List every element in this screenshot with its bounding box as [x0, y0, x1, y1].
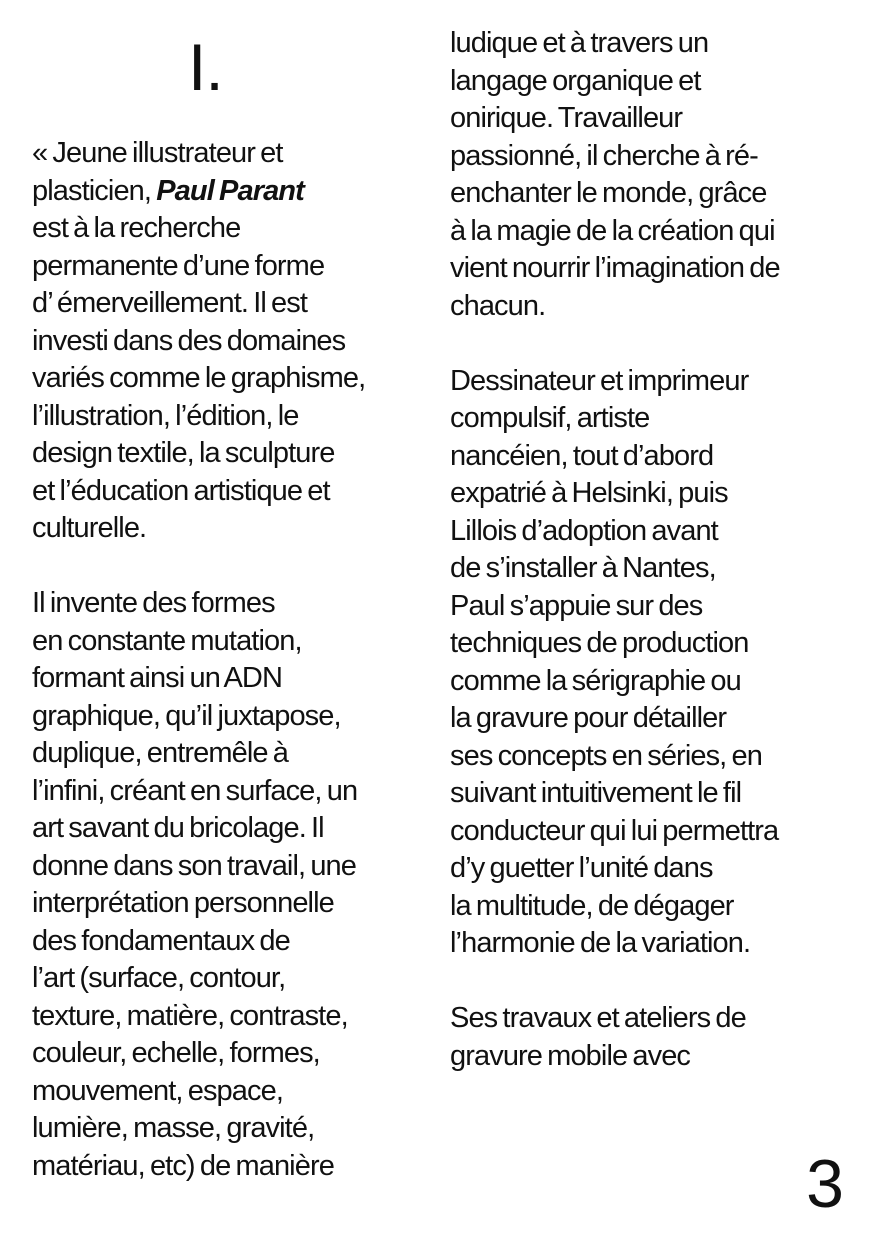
text-line: conducteur qui lui permettra: [450, 814, 779, 847]
text-line: la gravure pour détailler: [450, 702, 727, 734]
text-line: art savant du bricolage. Il: [32, 812, 324, 844]
left-column: [32, 135, 432, 1185]
text-line: langage organique et: [450, 64, 701, 97]
text-line: formant ainsi un ADN: [32, 662, 283, 694]
text-line: d’ émerveillement. Il est: [32, 287, 308, 319]
text-line: gravure mobile avec: [450, 1039, 691, 1072]
text-line: culturelle.: [32, 512, 147, 544]
text-line: et l’éducation artistique et: [32, 474, 330, 507]
text-line: la multitude, de dégager: [450, 889, 734, 922]
text-line: ludique et à travers un: [450, 27, 709, 59]
text-line: Paul s’appuie sur des: [450, 589, 703, 622]
text-line: texture, matière, contraste,: [32, 999, 348, 1032]
text-line: passionné, il cherche à ré-: [450, 139, 758, 172]
text-line: graphique, qu’il juxtapose,: [32, 699, 341, 732]
paragraph-workshops: [450, 1000, 860, 1075]
text-segment: plasticien,: [32, 174, 157, 207]
text-line: lumière, masse, gravité,: [32, 1112, 315, 1144]
text-line: investi dans des domaines: [32, 324, 346, 357]
text-line: variés comme le graphisme,: [32, 362, 366, 394]
text-line: duplique, entremêle à: [32, 737, 289, 769]
paragraph-continuation: [450, 25, 860, 325]
text-line: Lillois d’adoption avant: [450, 514, 718, 547]
section-number: I.: [188, 30, 223, 104]
text-line: l’infini, créant en surface, un: [32, 774, 358, 807]
text-line: l’art (surface, contour,: [32, 962, 286, 994]
text-line: est à la recherche: [32, 212, 241, 244]
text-line: couleur, echelle, formes,: [32, 1037, 320, 1069]
text-line: « Jeune illustrateur et: [32, 137, 283, 169]
text-line: design textile, la sculpture: [32, 437, 335, 469]
text-line: expatrié à Helsinki, puis: [450, 477, 728, 509]
text-line: comme la sérigraphie ou: [450, 664, 741, 697]
text-line: donne dans son travail, une: [32, 849, 357, 882]
text-line: à la magie de la création qui: [450, 214, 775, 247]
text-line: de s’installer à Nantes,: [450, 552, 716, 584]
text-line: compulsif, artiste: [450, 402, 650, 434]
text-line: d’y guetter l’unité dans: [450, 852, 713, 884]
text-line: enchanter le monde, grâce: [450, 177, 767, 209]
text-line: Il invente des formes: [32, 587, 275, 619]
text-line: onirique. Travailleur: [450, 102, 683, 134]
page-number: 3: [806, 1146, 844, 1222]
text-line: vient nourrir l’imagination de: [450, 252, 780, 284]
paragraph-intro: [32, 135, 432, 548]
text-line: permanente d’une forme: [32, 249, 325, 282]
text-line: Dessinateur et imprimeur: [450, 364, 749, 397]
text-line: suivant intuitivement le fil: [450, 777, 742, 809]
artist-name: Paul Parant: [156, 174, 304, 207]
text-line: interprétation personnelle: [32, 887, 334, 919]
text-line: en constante mutation,: [32, 624, 302, 657]
text-line: mouvement, espace,: [32, 1074, 283, 1107]
paragraph-biography: [450, 363, 860, 963]
right-column: [450, 25, 860, 1075]
text-line: techniques de production: [450, 627, 749, 659]
text-line: Ses travaux et ateliers de: [450, 1002, 746, 1034]
text-line: chacun.: [450, 289, 546, 322]
text-line: nancéien, tout d’abord: [450, 439, 714, 472]
text-line: des fondamentaux de: [32, 924, 290, 957]
text-line: ses concepts en séries, en: [450, 739, 762, 772]
text-line: l’harmonie de la variation.: [450, 927, 751, 959]
text-line: matériau, etc) de manière: [32, 1149, 334, 1182]
text-line: [32, 173, 432, 211]
paragraph-forms: [32, 585, 432, 1185]
text-line: l’illustration, l’édition, le: [32, 399, 299, 432]
